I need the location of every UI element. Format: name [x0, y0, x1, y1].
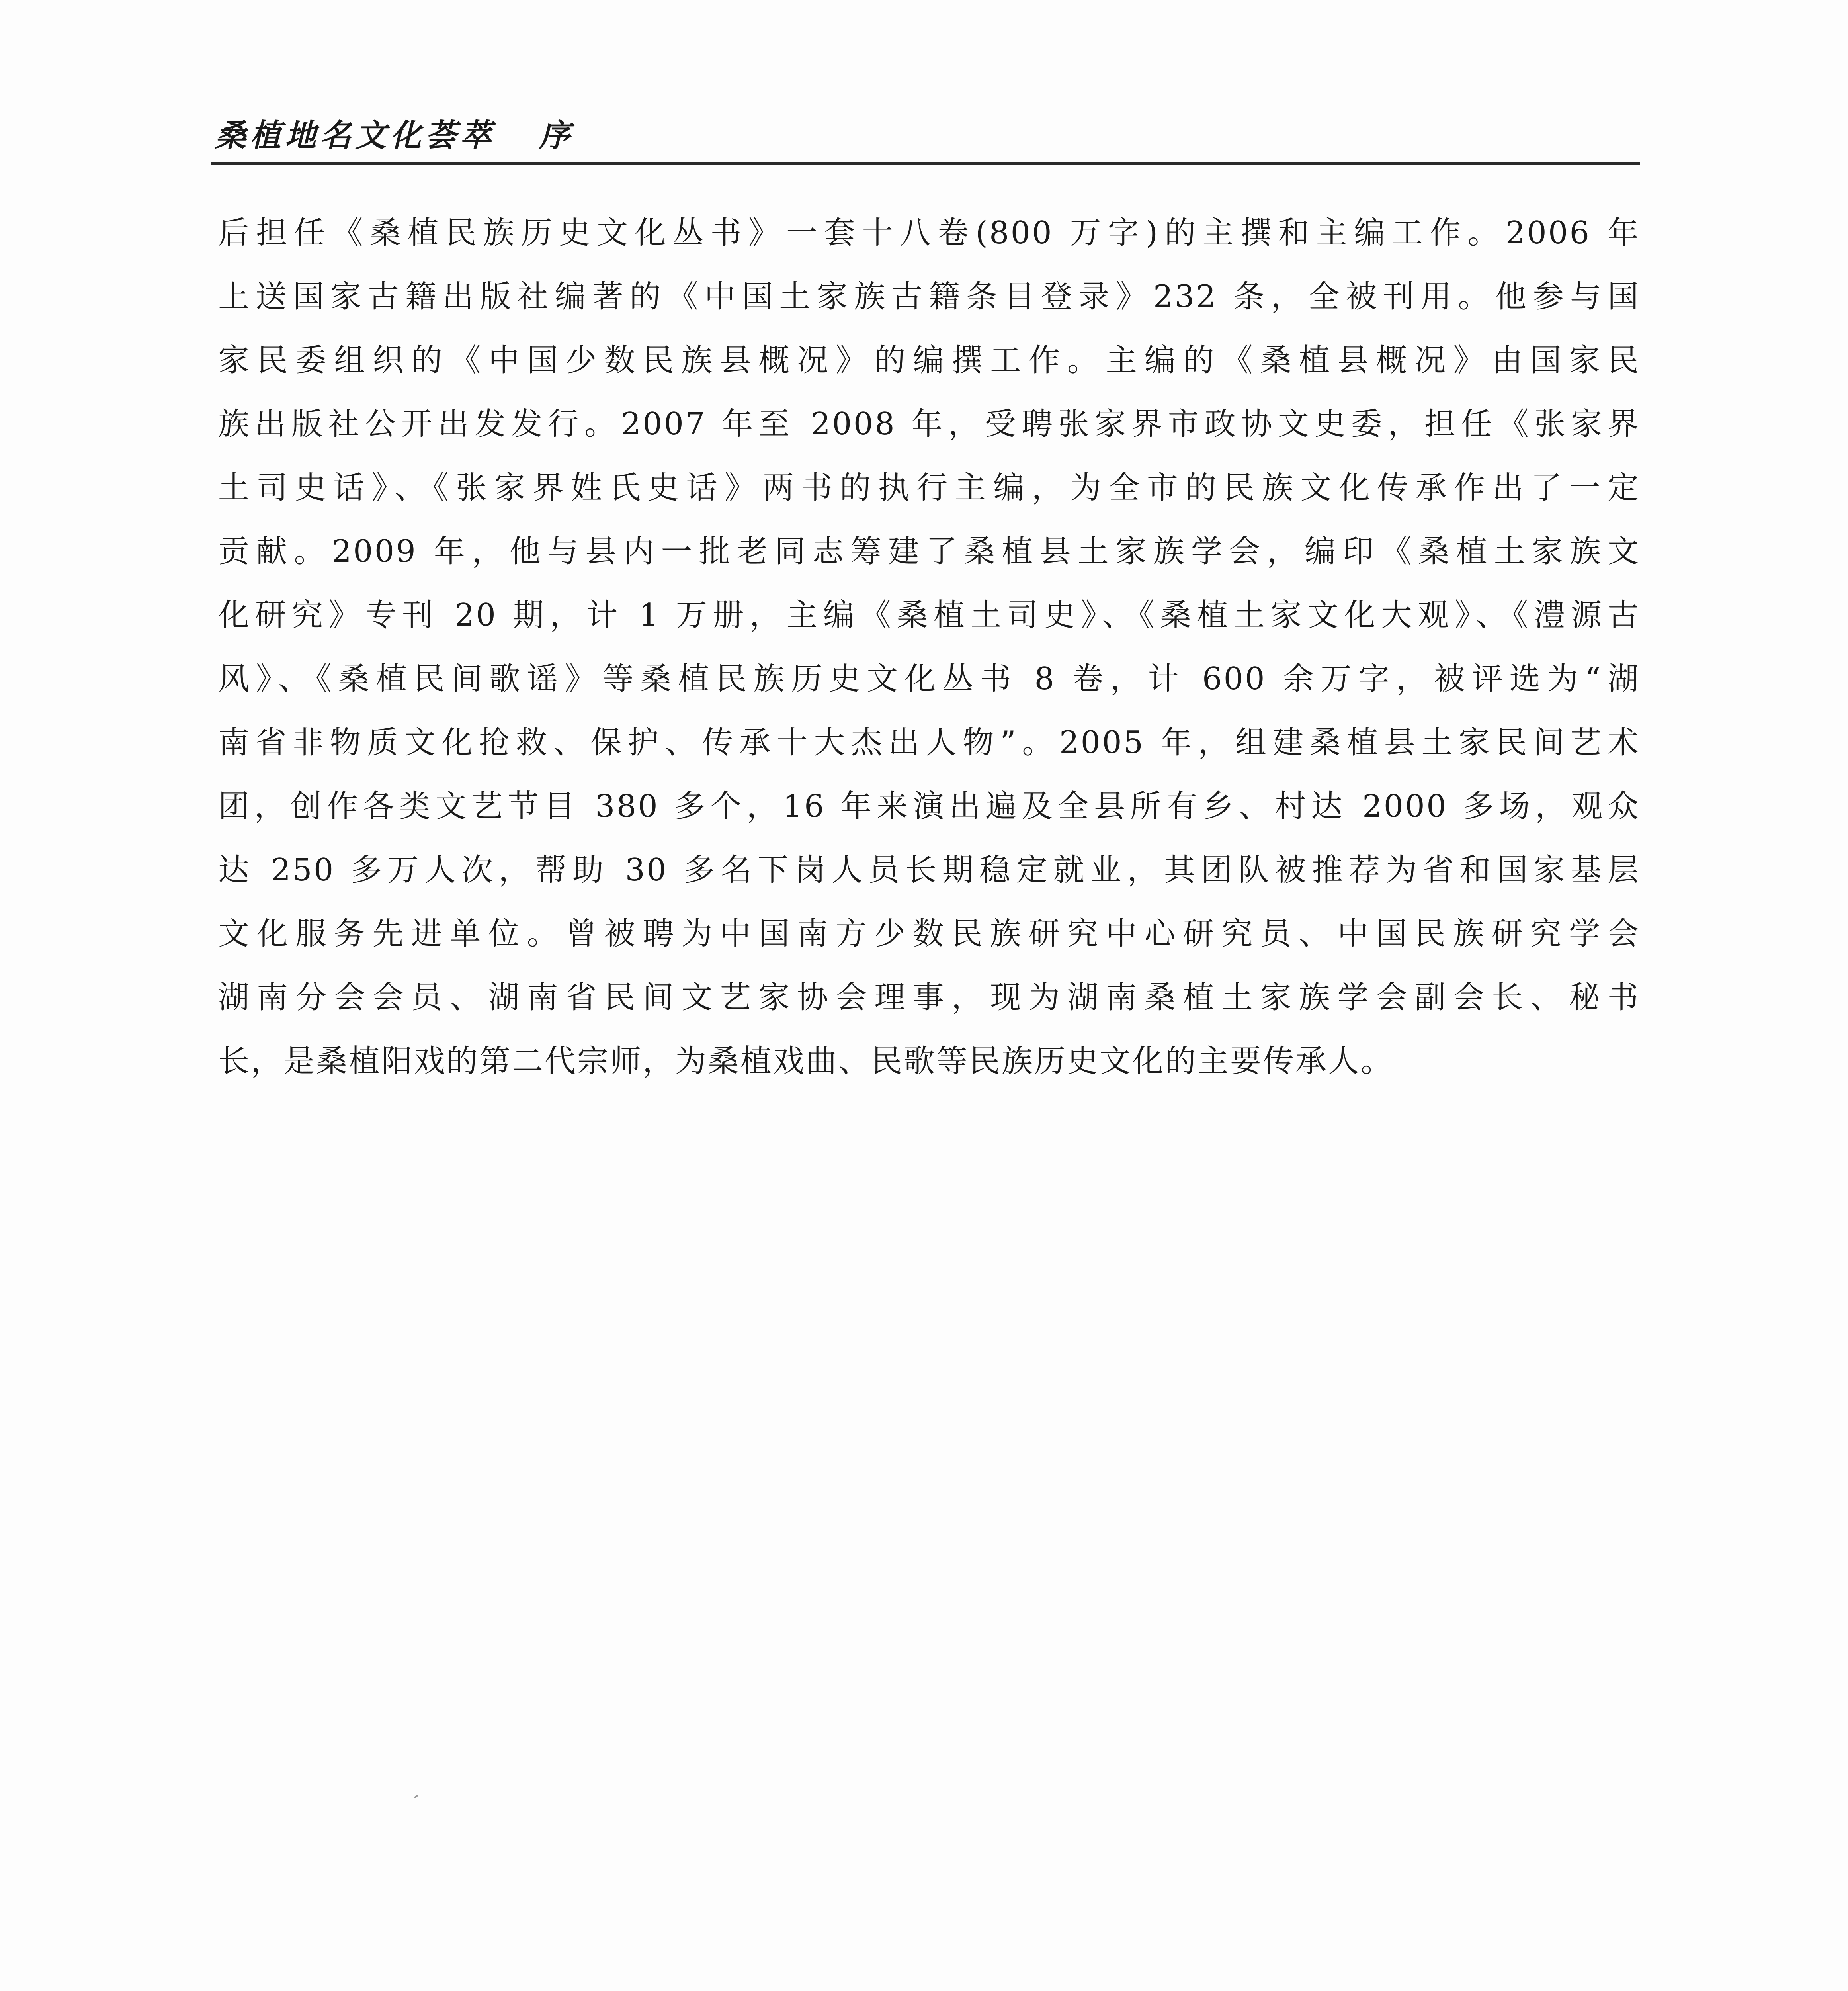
header-divider	[211, 162, 1640, 165]
text-line: 团，创作各类文艺节目 380 多个，16 年来演出遍及全县所有乡、村达 2000 多场，观众	[218, 788, 1640, 824]
text-line: 土司史话》、《张家界姓氏史话》两书的执行主编，为全市的民族文化传承作出了一定	[218, 470, 1640, 506]
text-line: 贡献。2009 年，他与县内一批老同志筹建了桑植县土家族学会，编印《桑植土家族文	[218, 534, 1640, 569]
text-line: 文化服务先进单位。曾被聘为中国南方少数民族研究中心研究员、中国民族研究学会	[218, 916, 1640, 952]
text-line: 化研究》专刊 20 期，计 1 万册，主编《桑植土司史》、《桑植土家文化大观》、《澧源古	[218, 597, 1640, 633]
text-line: 上送国家古籍出版社编著的《中国土家族古籍条目登录》232 条，全被刊用。他参与国	[218, 279, 1640, 315]
text-line: 族出版社公开出发发行。2007 年至 2008 年，受聘张家界市政协文史委，担任《张家界	[218, 406, 1640, 442]
text-line: 后担任《桑植民族历史文化丛书》一套十八卷(800 万字)的主撰和主编工作。2006 年	[218, 215, 1640, 251]
text-line: 长，是桑植阳戏的第二代宗师，为桑植戏曲、民歌等民族历史文化的主要传承人。	[218, 1043, 1394, 1079]
text-line: 家民委组织的《中国少数民族县概况》的编撰工作。主编的《桑植县概况》由国家民	[218, 342, 1640, 378]
text-line: 风》、《桑植民间歌谣》等桑植民族历史文化丛书 8 卷，计 600 余万字，被评选为“湖	[218, 661, 1640, 697]
running-header	[215, 108, 574, 155]
book-title: 桑植地名文化荟萃	[215, 117, 496, 154]
text-line: 湖南分会会员、湖南省民间文艺家协会理事，现为湖南桑植土家族学会副会长、秘书	[218, 980, 1640, 1015]
scan-speck	[414, 1795, 418, 1798]
text-line: 南省非物质文化抢救、保护、传承十大杰出人物”。2005 年，组建桑植县土家民间艺术	[218, 725, 1640, 761]
section-title: 序	[539, 117, 574, 154]
text-line: 达 250 多万人次，帮助 30 多名下岗人员长期稳定就业，其团队被推荐为省和国家基层	[218, 852, 1640, 888]
body-paragraph	[218, 201, 1640, 1093]
